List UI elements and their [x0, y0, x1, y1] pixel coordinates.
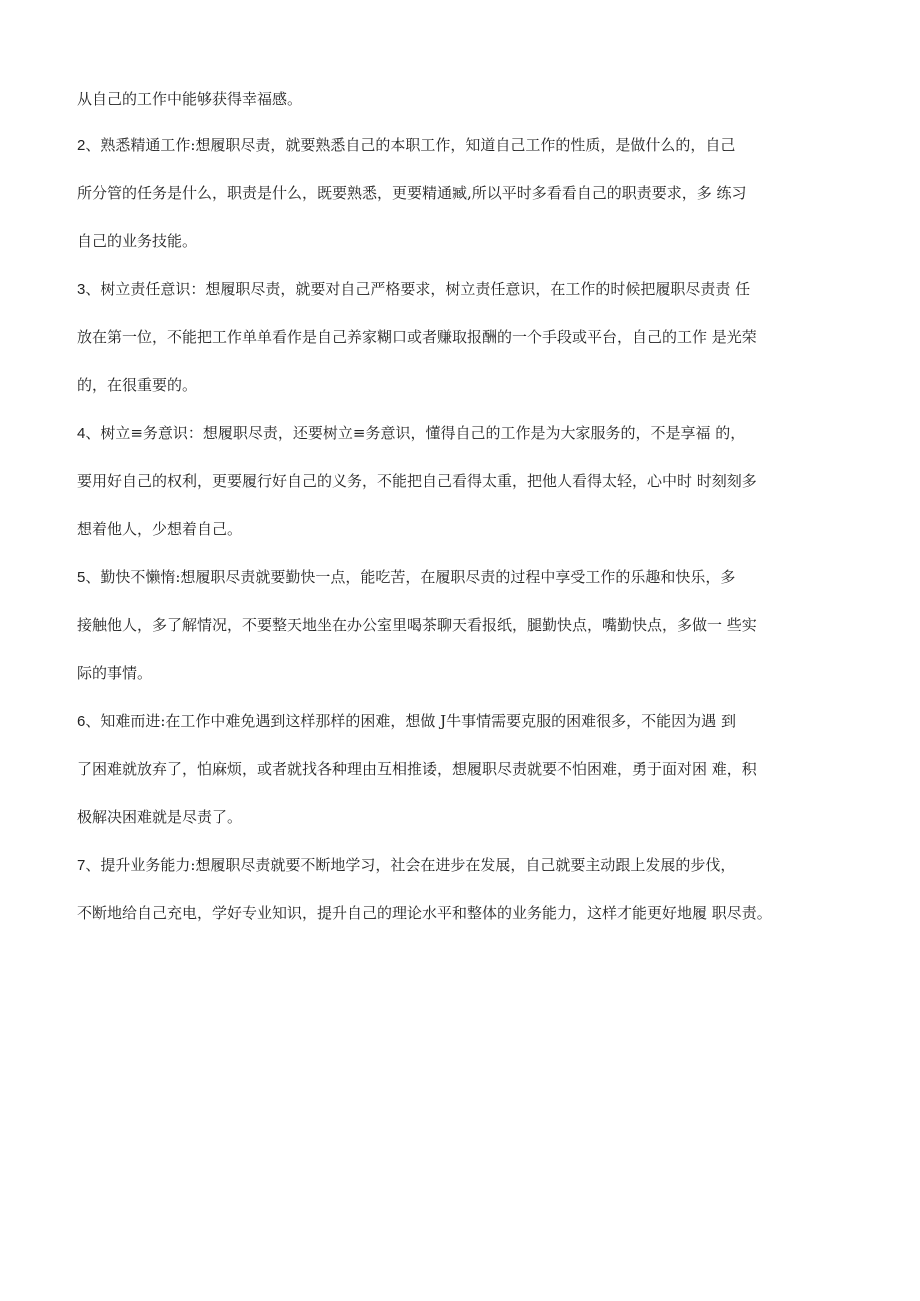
- item-6-line-3: 极解决困难就是尽责了。: [77, 808, 243, 826]
- item-text: 、知难而进:在工作中难免遇到这样那样的困难，想做 J牛事情需要克服的困难很多，不能因为遇 到: [85, 712, 736, 730]
- item-4-line-3: 想着他人，少想着自己。: [77, 520, 243, 538]
- item-text: 、熟悉精通工作:想履职尽责，就要熟悉自己的本职工作，知道自己工作的性质，是做什么的，自己: [85, 136, 736, 154]
- item-6-line-1: [77, 710, 736, 732]
- item-text: 、勤快不懒惰:想履职尽责就要勤快一点，能吃苦，在履职尽责的过程中享受工作的乐趣和快乐，多: [85, 568, 736, 586]
- item-text: 、树立≡务意识：想履职尽责，还要树立≡务意识，懂得自己的工作是为大家服务的，不是享福 的，: [85, 424, 746, 442]
- item-5-line-1: [77, 566, 735, 588]
- item-3-line-3: 的，在很重要的。: [77, 376, 198, 394]
- item-4-line-1: [77, 422, 745, 444]
- item-3-line-2: 放在第一位，不能把工作单单看作是自己养家糊口或者赚取报酬的一个手段或平台，自己的工作 是光荣: [77, 328, 757, 346]
- item-number: 3: [77, 281, 86, 298]
- item-2-line-2: 所分管的任务是什么，职责是什么，既要熟悉，更要精通臧,所以平时多看看自己的职责要求，多 练习: [77, 184, 747, 202]
- item-4-line-2: 要用好自己的权利，更要履行好自己的义务，不能把自己看得太重，把他人看得太轻，心中时 时刻刻多: [77, 472, 757, 490]
- item-5-line-3: 际的事情。: [77, 664, 153, 682]
- item-number: 7: [77, 857, 86, 874]
- paragraph-line: 从自己的工作中能够获得幸福感。: [77, 90, 303, 108]
- item-2-line-3: 自己的业务技能。: [77, 232, 198, 250]
- item-3-line-1: [77, 278, 750, 300]
- item-7-line-1: [77, 854, 735, 876]
- item-7-line-2: 不断地给自己充电，学好专业知识，提升自己的理论水平和整体的业务能力，这样才能更好地履 职尽责。: [77, 904, 772, 922]
- item-number: 4: [77, 425, 86, 442]
- item-2-line-1: [77, 134, 735, 156]
- item-6-line-2: 了困难就放弃了，怕麻烦，或者就找各种理由互相推诿，想履职尽责就要不怕困难，勇于面对困 难，积: [77, 760, 757, 778]
- item-5-line-2: 接触他人，多了解情况，不要整天地坐在办公室里喝茶聊天看报纸，腿勤快点，嘴勤快点，多做一 些实: [77, 616, 757, 634]
- item-text: 、树立责任意识：想履职尽责，就要对自己严格要求，树立责任意识，在工作的时候把履职尽责责 任: [85, 280, 751, 298]
- item-number: 2: [77, 137, 86, 154]
- item-text: 、提升业务能力:想履职尽责就要不断地学习，社会在进步在发展，自己就要主动跟上发展的步伐，: [85, 856, 736, 874]
- item-number: 5: [77, 569, 86, 586]
- item-number: 6: [77, 713, 86, 730]
